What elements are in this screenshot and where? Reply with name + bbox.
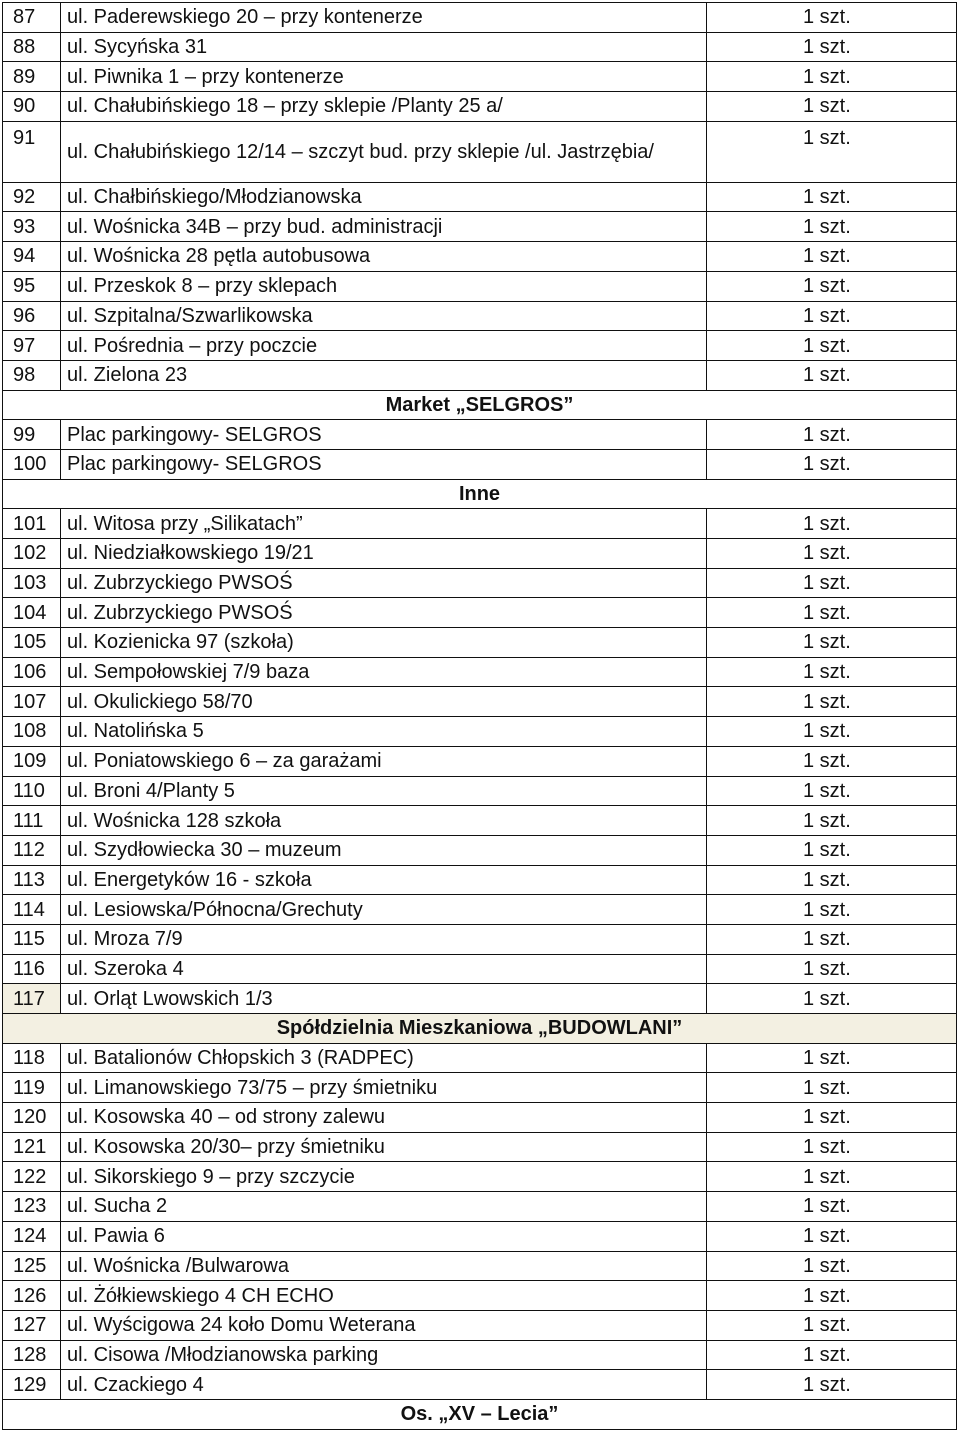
row-number: 108 — [3, 717, 61, 747]
row-quantity: 1 szt. — [707, 360, 957, 390]
row-address: ul. Sikorskiego 9 – przy szczycie — [61, 1162, 707, 1192]
table-row — [3, 984, 957, 1014]
table-row — [3, 1043, 957, 1073]
table-row — [3, 835, 957, 865]
row-number: 125 — [3, 1251, 61, 1281]
row-address: ul. Pawia 6 — [61, 1221, 707, 1251]
row-address: ul. Orląt Lwowskich 1/3 — [61, 984, 707, 1014]
row-address: ul. Natolińska 5 — [61, 717, 707, 747]
row-number: 117 — [3, 984, 61, 1014]
row-number: 111 — [3, 806, 61, 836]
table-row — [3, 62, 957, 92]
row-quantity: 1 szt. — [707, 271, 957, 301]
section-header-row — [3, 1399, 957, 1429]
row-address: ul. Batalionów Chłopskich 3 (RADPEC) — [61, 1043, 707, 1073]
table-row — [3, 32, 957, 62]
row-address: ul. Limanowskiego 73/75 – przy śmietniku — [61, 1073, 707, 1103]
table-row — [3, 242, 957, 272]
row-quantity: 1 szt. — [707, 1281, 957, 1311]
table-row — [3, 657, 957, 687]
row-quantity: 1 szt. — [707, 954, 957, 984]
row-number: 89 — [3, 62, 61, 92]
row-address: ul. Kosowska 40 – od strony zalewu — [61, 1103, 707, 1133]
row-quantity: 1 szt. — [707, 1192, 957, 1222]
row-address: ul. Zielona 23 — [61, 360, 707, 390]
table-row — [3, 1192, 957, 1222]
table-row — [3, 449, 957, 479]
section-title: Spółdzielnia Mieszkaniowa „BUDOWLANI” — [3, 1014, 957, 1044]
row-number: 94 — [3, 242, 61, 272]
row-address: ul. Piwnika 1 – przy kontenerze — [61, 62, 707, 92]
row-address: ul. Szeroka 4 — [61, 954, 707, 984]
row-address: ul. Wośnicka 128 szkoła — [61, 806, 707, 836]
table-row — [3, 687, 957, 717]
row-quantity: 1 szt. — [707, 984, 957, 1014]
row-number: 106 — [3, 657, 61, 687]
row-address: ul. Zubrzyckiego PWSOŚ — [61, 568, 707, 598]
row-quantity: 1 szt. — [707, 449, 957, 479]
row-address: ul. Poniatowskiego 6 – za garażami — [61, 746, 707, 776]
row-number: 122 — [3, 1162, 61, 1192]
section-header-row — [3, 390, 957, 420]
row-quantity: 1 szt. — [707, 924, 957, 954]
table-row — [3, 182, 957, 212]
row-quantity: 1 szt. — [707, 301, 957, 331]
table-row — [3, 1340, 957, 1370]
row-quantity: 1 szt. — [707, 1310, 957, 1340]
row-number: 127 — [3, 1310, 61, 1340]
row-quantity: 1 szt. — [707, 1043, 957, 1073]
section-title: Market „SELGROS” — [3, 390, 957, 420]
row-address: ul. Szpitalna/Szwarlikowska — [61, 301, 707, 331]
row-number: 87 — [3, 3, 61, 33]
row-number: 109 — [3, 746, 61, 776]
row-number: 110 — [3, 776, 61, 806]
table-row — [3, 301, 957, 331]
table-row — [3, 1073, 957, 1103]
row-address: ul. Żółkiewskiego 4 CH ECHO — [61, 1281, 707, 1311]
row-quantity: 1 szt. — [707, 628, 957, 658]
row-quantity: 1 szt. — [707, 776, 957, 806]
table-row — [3, 806, 957, 836]
row-quantity: 1 szt. — [707, 62, 957, 92]
row-address: ul. Paderewskiego 20 – przy kontenerze — [61, 3, 707, 33]
table-row — [3, 212, 957, 242]
row-quantity: 1 szt. — [707, 1251, 957, 1281]
table-row — [3, 92, 957, 122]
row-number: 99 — [3, 420, 61, 450]
row-address: ul. Przeskok 8 – przy sklepach — [61, 271, 707, 301]
row-address: ul. Pośrednia – przy poczcie — [61, 331, 707, 361]
row-quantity: 1 szt. — [707, 1073, 957, 1103]
row-address: ul. Chałubińskiego 12/14 – szczyt bud. przy sklepie /ul. Jastrzębia/ — [61, 121, 707, 182]
row-address: ul. Sempołowskiej 7/9 baza — [61, 657, 707, 687]
table-row — [3, 3, 957, 33]
row-address: ul. Wośnicka 28 pętla autobusowa — [61, 242, 707, 272]
row-address: ul. Zubrzyckiego PWSOŚ — [61, 598, 707, 628]
row-quantity: 1 szt. — [707, 1370, 957, 1400]
row-address: ul. Wyścigowa 24 koło Domu Weterana — [61, 1310, 707, 1340]
table-row — [3, 509, 957, 539]
row-quantity: 1 szt. — [707, 92, 957, 122]
row-address: ul. Sucha 2 — [61, 1192, 707, 1222]
row-number: 120 — [3, 1103, 61, 1133]
row-address: ul. Czackiego 4 — [61, 1370, 707, 1400]
row-quantity: 1 szt. — [707, 806, 957, 836]
row-number: 114 — [3, 895, 61, 925]
row-quantity: 1 szt. — [707, 598, 957, 628]
row-number: 103 — [3, 568, 61, 598]
table-row — [3, 1251, 957, 1281]
row-quantity: 1 szt. — [707, 182, 957, 212]
row-number: 100 — [3, 449, 61, 479]
row-address: ul. Cisowa /Młodzianowska parking — [61, 1340, 707, 1370]
row-number: 102 — [3, 539, 61, 569]
row-number: 88 — [3, 32, 61, 62]
row-address: ul. Kosowska 20/30– przy śmietniku — [61, 1132, 707, 1162]
row-quantity: 1 szt. — [707, 568, 957, 598]
table-row — [3, 776, 957, 806]
table-row — [3, 1221, 957, 1251]
row-quantity: 1 szt. — [707, 420, 957, 450]
row-number: 115 — [3, 924, 61, 954]
table-row — [3, 598, 957, 628]
table-body — [3, 3, 957, 1430]
table-row — [3, 539, 957, 569]
row-address: ul. Broni 4/Planty 5 — [61, 776, 707, 806]
row-quantity: 1 szt. — [707, 242, 957, 272]
row-quantity: 1 szt. — [707, 331, 957, 361]
row-address: ul. Mroza 7/9 — [61, 924, 707, 954]
table-row — [3, 331, 957, 361]
table-row — [3, 1370, 957, 1400]
table-row — [3, 717, 957, 747]
row-quantity: 1 szt. — [707, 32, 957, 62]
table-row — [3, 1310, 957, 1340]
table-row — [3, 1162, 957, 1192]
row-number: 123 — [3, 1192, 61, 1222]
row-address: ul. Witosa przy „Silikatach” — [61, 509, 707, 539]
row-number: 121 — [3, 1132, 61, 1162]
table-row — [3, 1103, 957, 1133]
row-address: ul. Kozienicka 97 (szkoła) — [61, 628, 707, 658]
table-row — [3, 895, 957, 925]
table-row — [3, 121, 957, 182]
table-row — [3, 746, 957, 776]
table-row — [3, 1132, 957, 1162]
row-address: ul. Okulickiego 58/70 — [61, 687, 707, 717]
row-number: 105 — [3, 628, 61, 658]
row-number: 97 — [3, 331, 61, 361]
row-number: 96 — [3, 301, 61, 331]
row-number: 101 — [3, 509, 61, 539]
row-number: 118 — [3, 1043, 61, 1073]
row-quantity: 1 szt. — [707, 1221, 957, 1251]
table-row — [3, 360, 957, 390]
row-address: ul. Wośnicka 34B – przy bud. administracji — [61, 212, 707, 242]
row-quantity: 1 szt. — [707, 3, 957, 33]
row-number: 107 — [3, 687, 61, 717]
table-row — [3, 420, 957, 450]
row-number: 98 — [3, 360, 61, 390]
row-address: ul. Chałubińskiego 18 – przy sklepie /Planty 25 a/ — [61, 92, 707, 122]
table-row — [3, 628, 957, 658]
row-quantity: 1 szt. — [707, 539, 957, 569]
row-number: 128 — [3, 1340, 61, 1370]
row-number: 95 — [3, 271, 61, 301]
row-quantity: 1 szt. — [707, 687, 957, 717]
row-number: 93 — [3, 212, 61, 242]
row-quantity: 1 szt. — [707, 1132, 957, 1162]
row-number: 90 — [3, 92, 61, 122]
row-quantity: 1 szt. — [707, 717, 957, 747]
section-header-row — [3, 479, 957, 509]
row-quantity: 1 szt. — [707, 746, 957, 776]
row-quantity: 1 szt. — [707, 121, 957, 182]
row-number: 119 — [3, 1073, 61, 1103]
section-header-row — [3, 1014, 957, 1044]
row-number: 91 — [3, 121, 61, 182]
row-quantity: 1 szt. — [707, 865, 957, 895]
row-quantity: 1 szt. — [707, 212, 957, 242]
section-title: Inne — [3, 479, 957, 509]
row-address: ul. Niedziałkowskiego 19/21 — [61, 539, 707, 569]
row-quantity: 1 szt. — [707, 1162, 957, 1192]
table-row — [3, 1281, 957, 1311]
table-row — [3, 271, 957, 301]
table-row — [3, 954, 957, 984]
row-address: Plac parkingowy- SELGROS — [61, 449, 707, 479]
row-number: 112 — [3, 835, 61, 865]
row-number: 104 — [3, 598, 61, 628]
row-address: Plac parkingowy- SELGROS — [61, 420, 707, 450]
row-address: ul. Energetyków 16 - szkoła — [61, 865, 707, 895]
row-number: 113 — [3, 865, 61, 895]
row-number: 92 — [3, 182, 61, 212]
row-quantity: 1 szt. — [707, 835, 957, 865]
table-row — [3, 924, 957, 954]
row-quantity: 1 szt. — [707, 895, 957, 925]
table-row — [3, 568, 957, 598]
section-title: Os. „XV – Lecia” — [3, 1399, 957, 1429]
row-address: ul. Lesiowska/Północna/Grechuty — [61, 895, 707, 925]
bin-location-table — [2, 2, 957, 1430]
row-number: 116 — [3, 954, 61, 984]
row-address: ul. Sycyńska 31 — [61, 32, 707, 62]
row-address: ul. Chałbińskiego/Młodzianowska — [61, 182, 707, 212]
row-quantity: 1 szt. — [707, 657, 957, 687]
row-quantity: 1 szt. — [707, 1340, 957, 1370]
row-address: ul. Szydłowiecka 30 – muzeum — [61, 835, 707, 865]
row-quantity: 1 szt. — [707, 509, 957, 539]
row-number: 126 — [3, 1281, 61, 1311]
table-row — [3, 865, 957, 895]
row-number: 129 — [3, 1370, 61, 1400]
row-address: ul. Wośnicka /Bulwarowa — [61, 1251, 707, 1281]
row-number: 124 — [3, 1221, 61, 1251]
row-quantity: 1 szt. — [707, 1103, 957, 1133]
